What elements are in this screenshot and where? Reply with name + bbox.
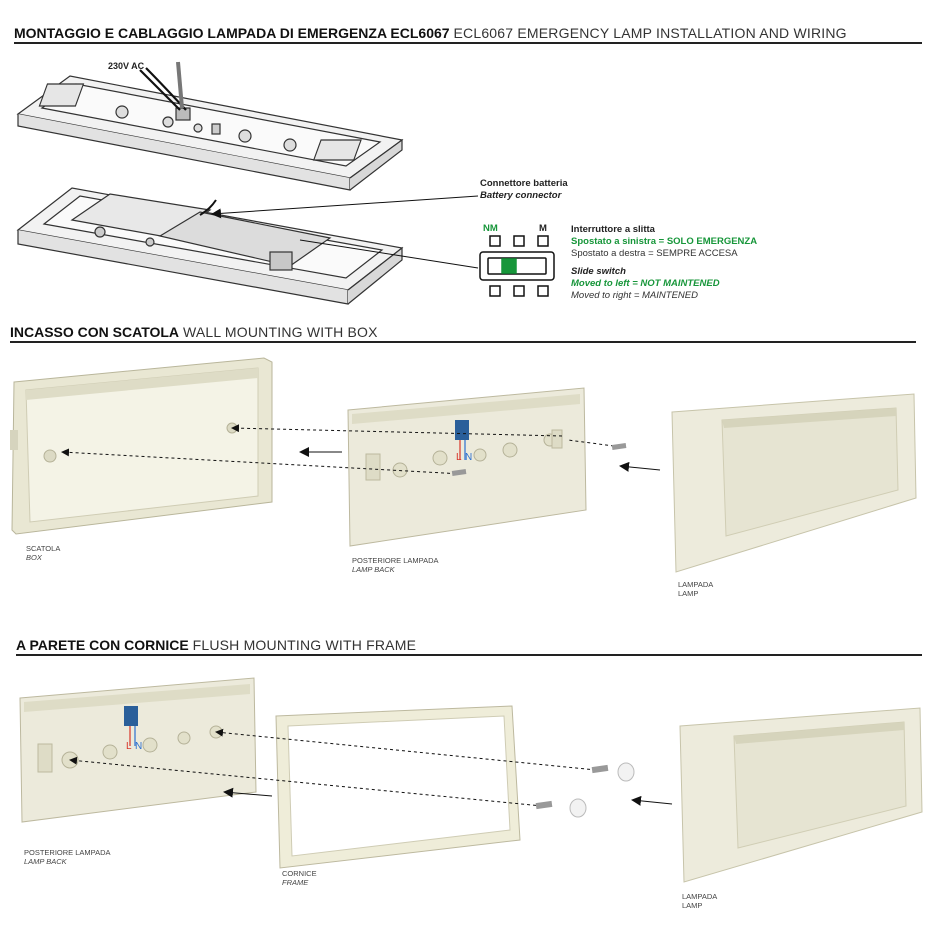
lamp-back-caption	[352, 556, 439, 574]
frame-part	[276, 706, 520, 868]
lamp-caption-it: LAMPADA	[678, 580, 714, 589]
frame-caption-en: FRAME	[282, 878, 309, 887]
switch-left-en: Moved to left = NOT MAINTENED	[571, 278, 720, 289]
lamp-part	[672, 394, 916, 572]
wire-n-label: N	[465, 452, 473, 463]
lamp-caption-3-it: LAMPADA	[682, 892, 718, 901]
lamp-back-caption-it: POSTERIORE LAMPADA	[352, 556, 439, 565]
lamp-back-caption-3-en: LAMP BACK	[24, 857, 67, 866]
battery-connector-label-en: Battery connector	[480, 190, 562, 201]
lamp-back-caption-3-it: POSTERIORE LAMPADA	[24, 848, 111, 857]
voltage-label: 230V AC	[108, 61, 145, 71]
slide-switch	[480, 236, 554, 296]
lamp-caption-3	[682, 892, 717, 910]
section2-rule	[10, 341, 916, 343]
switch-right-it: Spostato a destra = SEMPRE ACCESA	[571, 248, 738, 259]
box-part	[10, 358, 272, 534]
switch-left-it: Spostato a sinistra = SOLO EMERGENZA	[571, 236, 758, 247]
frame-caption-it: CORNICE	[282, 869, 317, 878]
box-caption-it: SCATOLA	[26, 544, 61, 553]
switch-nm-label: NM	[483, 223, 498, 234]
switch-right-en: Moved to right = MAINTENED	[571, 290, 698, 301]
wire-l-label-3: L	[126, 741, 132, 752]
section2-title-it: INCASSO CON SCATOLA	[10, 324, 180, 340]
lamp-tray-top	[18, 76, 402, 190]
switch-title-it: Interruttore a slitta	[571, 224, 655, 235]
switch-m-label: M	[539, 223, 547, 234]
section2-title-en: WALL MOUNTING WITH BOX	[182, 324, 378, 340]
wire-n-label-3: N	[135, 741, 143, 752]
battery-connector-pointer	[212, 196, 478, 214]
section3-title-it: A PARETE CON CORNICE	[16, 637, 189, 653]
lamp-caption-3-en: LAMP	[682, 901, 703, 910]
section1-title-it: MONTAGGIO E CABLAGGIO LAMPADA DI EMERGENZA ECL6067	[14, 25, 450, 41]
lamp-caption	[678, 580, 714, 598]
battery-connector-label-it: Connettore batteria	[480, 178, 568, 189]
section1-title-en: ECL6067 EMERGENCY LAMP INSTALLATION AND WIRING	[453, 25, 847, 41]
lamp-back-part	[348, 388, 586, 546]
lamp-back-caption-en: LAMP BACK	[352, 565, 395, 574]
lamp-part-3	[680, 708, 922, 882]
lamp-caption-en: LAMP	[678, 589, 699, 598]
frame-caption	[282, 869, 317, 887]
wire-l-label: L	[456, 452, 462, 463]
section3-title-en: FLUSH MOUNTING WITH FRAME	[192, 637, 417, 653]
section3-title	[16, 637, 416, 653]
section2-title	[10, 324, 378, 340]
box-caption-en: BOX	[26, 553, 42, 562]
lamp-back-caption-3	[24, 848, 111, 866]
section3-screws	[536, 763, 634, 817]
box-caption	[26, 544, 60, 562]
switch-title-en: Slide switch	[571, 266, 626, 277]
section3-rule	[16, 654, 922, 656]
